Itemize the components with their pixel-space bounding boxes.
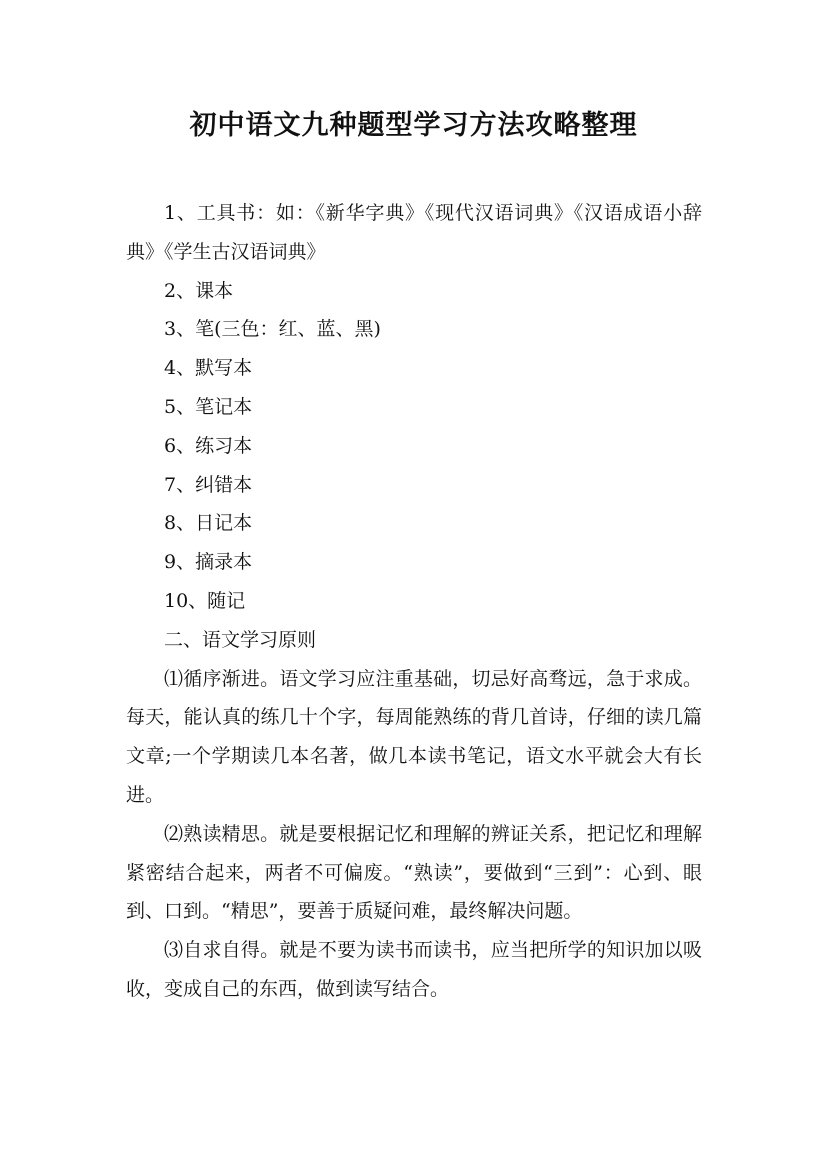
paragraph-reference-books: 1、工具书：如：《新华字典》《现代汉语词典》《汉语成语小辞典》《学生古汉语词典》: [126, 202, 702, 263]
paragraph-error-book: 7、纠错本: [164, 473, 253, 496]
paragraph-diary: 8、日记本: [164, 512, 253, 535]
paragraph-random-notes: 10、随记: [164, 589, 246, 612]
paragraph-pens: 3、笔(三色：红、蓝、黑): [164, 318, 381, 341]
paragraph-principle-gradual: ⑴循序渐进。语文学习应注重基础，切忌好高骛远，急于求成。每天，能认真的练几十个字，每周能熟练的背几首诗，仔细的读几篇文章;一个学期读几本名著，做几本读书笔记，语文水平就会大有长进。: [126, 667, 702, 806]
paragraph-notebook: 5、笔记本: [164, 395, 253, 418]
paragraph-excerpt-book: 9、摘录本: [164, 551, 253, 574]
paragraph-principle-self-study: ⑶自求自得。就是不要为读书而读书，应当把所学的知识加以吸收，变成自己的东西，做到读写结合。: [126, 939, 702, 1000]
paragraph-principle-reading: ⑵熟读精思。就是要根据记忆和理解的辨证关系，把记忆和理解紧密结合起来，两者不可偏废。“熟读”，要做到“三到”：心到、眼到、口到。“精思”，要善于质疑问难，最终解决问题。: [126, 822, 702, 923]
paragraph-textbook: 2、课本: [164, 279, 234, 302]
paragraph-dictation-book: 4、默写本: [164, 357, 253, 380]
section-heading-principles: 二、语文学习原则: [164, 628, 317, 651]
document-title: 初中语文九种题型学习方法攻略整理: [189, 110, 638, 141]
document-body: [126, 194, 702, 1009]
paragraph-exercise-book: 6、练习本: [164, 434, 253, 457]
